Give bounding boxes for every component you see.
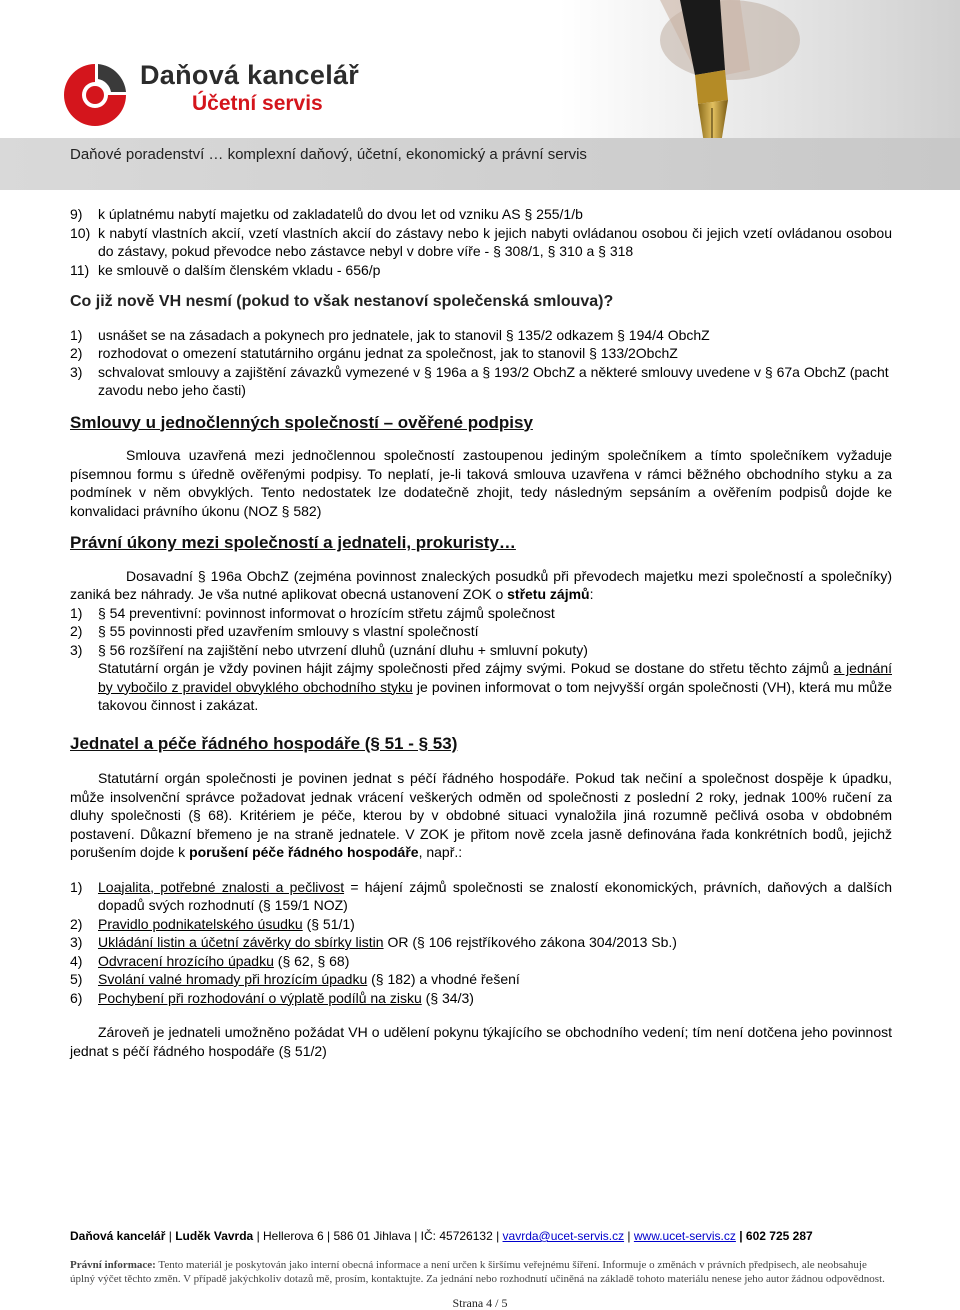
list-text: ke smlouvě o dalším členském vkladu - 656/p <box>98 261 381 278</box>
list-item <box>70 933 892 952</box>
list-number: 5) <box>70 971 83 987</box>
footer-note-label: Právní informace: <box>70 1259 156 1271</box>
list-text <box>98 915 892 934</box>
underlined-text: Loajalita, potřebné znalosti a pečlivost <box>98 878 345 895</box>
list-text: k úplatnému nabytí majetku od zakladatelů do dvou let od vzniku AS § 255/1/b <box>98 206 583 222</box>
footer-address: | Hellerova 6 | 586 01 Jihlava | IČ: 45726132 | <box>253 1229 503 1243</box>
list-text <box>98 989 892 1008</box>
document-body <box>70 205 892 1060</box>
list-number: 3) <box>70 363 83 380</box>
list-number: 1) <box>70 326 83 343</box>
company-logo-icon <box>60 60 130 130</box>
list-text: rozhodovat o omezení statutárniho orgánu jednat za společnost, jak to stanovil § 133/2ObchZ <box>98 345 678 361</box>
list-number: 1) <box>70 878 83 895</box>
paragraph-zaroven: Zároveň je jednateli umožněno požádat VH o udělení pokynu týkajícího se obchodního vedení; tím není dotčena jeho povinnost jednat s péčí řádného hospodáře (§ 51/2) <box>70 1024 892 1059</box>
list-item <box>70 878 892 915</box>
list-number: 10) <box>70 224 91 241</box>
list-text <box>98 952 892 971</box>
list-text: k nabytí vlastních akcií, vzetí vlastních akcií do zástavy nebo k jejich nabyti ovládanou osobou či jejich vzetí ovládanou osobou do zástavy, pokud převodce nebo zástavce nebyl v dobre víře - § 308/1, § 310 a § 318 <box>98 224 892 259</box>
paragraph-statutarni <box>70 659 892 715</box>
list-text <box>98 878 892 915</box>
list-item <box>70 970 892 989</box>
footer-phone: | 602 725 287 <box>735 1229 813 1243</box>
list-rest: = hájení zájmů společnosti se znalostí ekonomických, právních, daňových a dalších dopadů svých rozhodnutí (§ 159/1 NOZ) <box>98 878 892 913</box>
paragraph-text: : <box>589 586 594 602</box>
brand-name: Daňová kancelář <box>140 60 360 90</box>
brand-subtitle: Účetní servis <box>192 92 323 115</box>
list-number: 4) <box>70 952 83 969</box>
paragraph-text: Statutární orgán společnosti je povinen jednat s péčí řádného hospodáře. Pokud tak nečiní a společnost dospěje k úpadku, může insolvenční správce požadovat jednak vrácení veškerých odměn od společnosti z poslední 2 roky, jednak 100% ručení za dluhy společnosti (§ 68). Kritériem je péče, kterou by v obdobné situaci vynaložila jiná rozumně pečlivá osoba v obdobném postavení. Důkazní břemeno je na straně jednatele. V ZOK je přitom nově zcela jasně definována řada konkrétních bodů, jejichž porušením dojde k <box>70 770 892 860</box>
list-text <box>98 933 892 952</box>
list-number: 3) <box>70 934 83 950</box>
list-number: 9) <box>70 206 83 222</box>
page-header <box>0 0 960 190</box>
list-item <box>70 224 892 261</box>
underlined-text: Odvracení hrozícího úpadku <box>98 952 274 969</box>
list-number: 1) <box>70 604 83 621</box>
footer-separator: | <box>624 1229 634 1243</box>
list-item <box>70 641 892 660</box>
page-footer <box>70 1229 892 1243</box>
list-rest: (§ 182) a vhodné řešení <box>367 971 520 987</box>
underlined-text: Svolání valné hromady při hrozícím úpadku <box>98 971 368 987</box>
list-jednatel <box>70 878 892 1008</box>
paragraph-text: Statutární orgán je vždy povinen hájit zájmy společnosti před zájmy svými. Pokud se dostane do střetu těchto zájmů <box>98 660 834 676</box>
paragraph-smlouvy: Smlouva uzavřená mezi jednočlennou společností zastoupenou jediným společníkem a tímto společníkem vyžaduje písemnou formu s úředně ověřenými podpisy. To neplatí, je-li taková smlouva uzavřena v rámci běžného obchodního styku a za podmínek v něm obvyklých. Tento nedostatek lze dodatečně zhojit, tedy následným sepsáním a ověřením podpisů dojde ke konvalidaci právního úkonu (NOZ § 582) <box>70 447 892 519</box>
footer-legal-note <box>70 1258 892 1286</box>
list-number: 2) <box>70 345 83 361</box>
list-number: 2) <box>70 915 83 932</box>
footer-email-link[interactable]: vavrda@ucet-servis.cz <box>502 1229 625 1243</box>
list-item <box>70 915 892 934</box>
list-text: § 56 rozšíření na zajištění nebo utvrzení dluhů (uznání dluhu + smluvní pokuty) <box>98 641 588 658</box>
list-text: usnášet se na zásadach a pokynech pro jednatele, jak to stanovil § 135/2 odkazem § 194/4 ObchZ <box>98 326 710 343</box>
list-rest: (§ 34/3) <box>421 989 474 1006</box>
list-number: 6) <box>70 989 83 1006</box>
footer-web-link[interactable]: www.ucet-servis.cz <box>633 1229 736 1243</box>
paragraph-pravni-ukony <box>70 567 892 604</box>
paragraph-text: je povinen informovat o tom nejvyšší orgán společnosti (VH), která mu může takovou činnost i zakázat. <box>98 678 892 713</box>
header-tagline: Daňové poradenství … komplexní daňový, účetní, ekonomický a právní servis <box>70 146 587 163</box>
paragraph-text: Dosavadní § 196a ObchZ (zejména povinnost znaleckých posudků při převodech majetku mezi společností a společníky) zaniká bez náhrady. Je vša nutné aplikovat obecná ustanovení ZOK o <box>70 567 892 602</box>
list-top <box>70 205 892 279</box>
list-item <box>70 989 892 1008</box>
list-item <box>70 261 892 280</box>
underlined-text: Pochybení při rozhodování o výplatě podílů na zisku <box>98 989 422 1006</box>
footer-separator: | <box>165 1229 176 1243</box>
list-number: 3) <box>70 641 83 658</box>
heading-jednatel: Jednatel a péče řádného hospodáře (§ 51 - § 53) <box>70 733 458 753</box>
paragraph-jednatel <box>70 769 892 862</box>
list-text: § 54 preventivní: povinnost informovat o hrozícím střetu zájmů společnost <box>98 604 555 621</box>
paragraph-text: , např.: <box>418 844 463 860</box>
list-item <box>70 363 892 400</box>
list-rest: (§ 62, § 68) <box>273 952 350 969</box>
footer-note-text: Tento materiál je poskytován jako interní obecná informace a není určen k širšímu veřejnému šíření. Informuje o změnách v právních předpisech, ale neobsahuje úplný výčet těchto změn. V případě jakýchkoliv dotazů mě, prosím, kontaktujte. Za jednání nebo rozhodnutí učiněná na základě tohoto materiálu nenese jeho autor žádnou odpovědnost. <box>70 1259 885 1285</box>
list-pravni <box>70 604 892 660</box>
list-vh <box>70 326 892 400</box>
list-item <box>70 622 892 641</box>
list-number: 11) <box>70 261 90 278</box>
bold-text: střetu zájmů <box>507 586 590 602</box>
list-item <box>70 326 892 345</box>
footer-person: Luděk Vavrda <box>175 1229 254 1243</box>
underlined-text: Pravidlo podnikatelského úsudku <box>98 915 303 932</box>
underlined-text: a jednání by vybočilo z pravidel obvyklého obchodního styku <box>98 660 892 695</box>
list-item <box>70 952 892 971</box>
page-number: Strana 4 / 5 <box>452 1296 508 1310</box>
list-item <box>70 344 892 363</box>
heading-smlouvy: Smlouvy u jednočlenných společností – ověřené podpisy <box>70 412 533 432</box>
list-rest: OR (§ 106 rejstříkového zákona 304/2013 Sb.) <box>383 934 677 950</box>
underlined-text: Ukládání listin a účetní závěrky do sbírky listin <box>98 934 384 950</box>
list-text: schvalovat smlouvy a zajištění závazků vymezené v § 196a a § 193/2 ObchZ a některé smlouvy uvedene v § 67a ObchZ (pacht zavodu nebo jeho časti) <box>98 363 889 398</box>
bold-text: porušení péče řádného hospodáře <box>189 844 419 860</box>
heading-vh: Co již nově VH nesmí (pokud to však nestanoví společenská smlouva)? <box>70 293 614 310</box>
list-item <box>70 604 892 623</box>
list-number: 2) <box>70 623 83 639</box>
heading-pravni-ukony: Právní úkony mezi společností a jednateli, prokuristy… <box>70 533 516 552</box>
list-text: § 55 povinnosti před uzavřením smlouvy s vlastní společností <box>98 623 479 639</box>
list-item <box>70 205 892 224</box>
list-text <box>98 970 892 989</box>
footer-company: Daňová kancelář <box>70 1229 166 1243</box>
list-rest: (§ 51/1) <box>302 915 355 932</box>
